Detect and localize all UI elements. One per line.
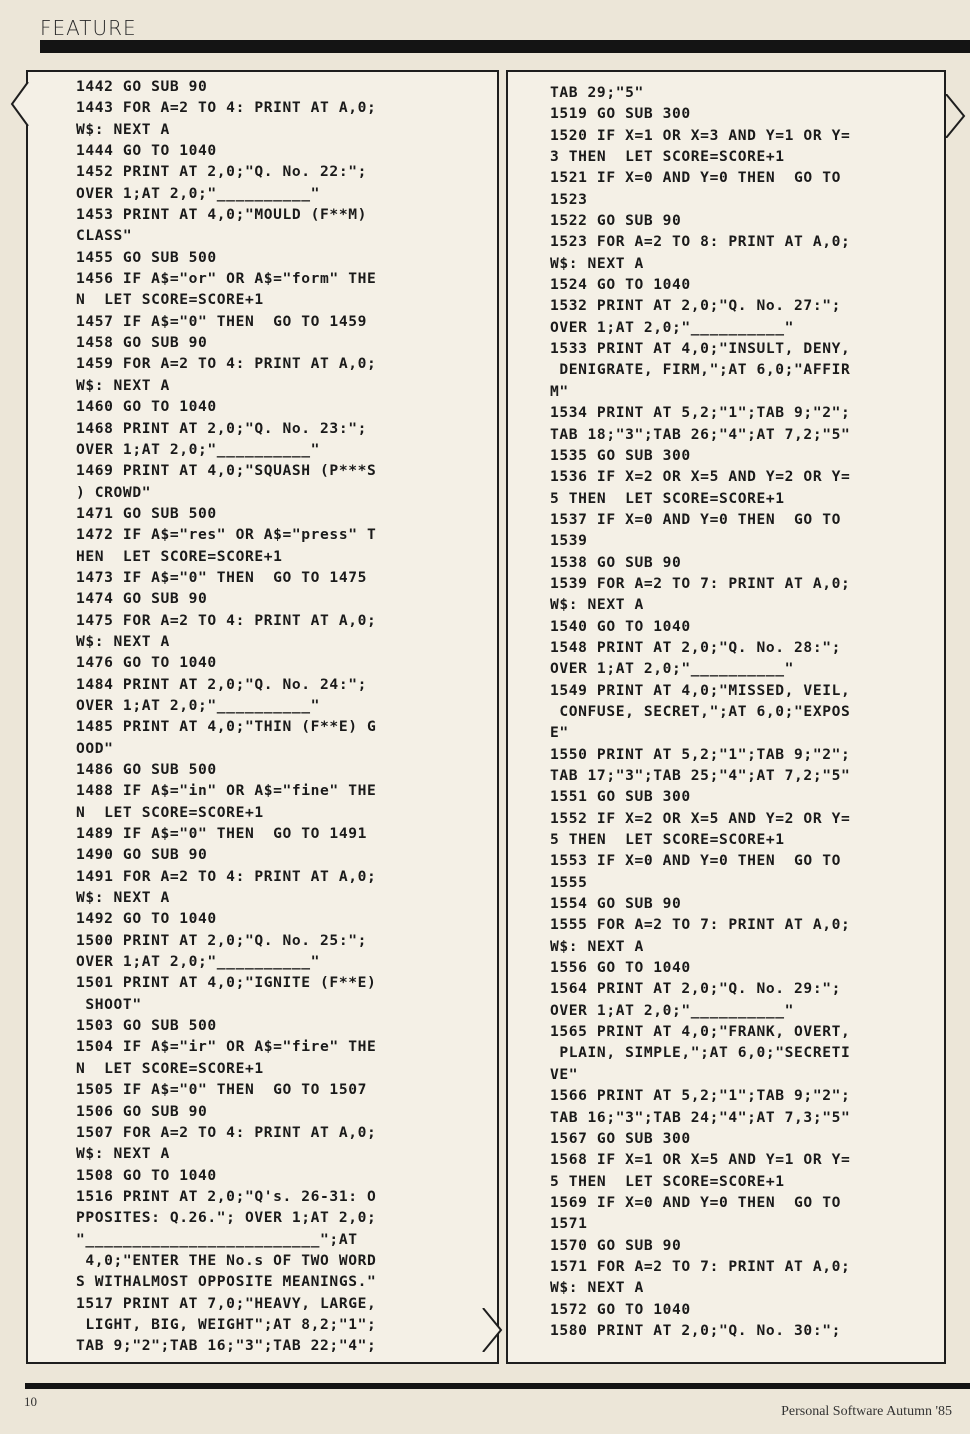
- code-line: W$: NEXT A: [76, 632, 170, 650]
- code-line: 1455 GO SUB 500: [76, 248, 217, 266]
- code-line: 1537 IF X=0 AND Y=0 THEN GO TO: [550, 510, 841, 528]
- code-line: W$: NEXT A: [76, 1145, 170, 1163]
- code-line: 1534 PRINT AT 5,2;"1";TAB 9;"2";: [550, 404, 851, 422]
- code-line: DENIGRATE, FIRM,";AT 6,0;"AFFIR: [550, 361, 851, 379]
- code-line: 1556 GO TO 1040: [550, 959, 691, 977]
- code-line: 1555 FOR A=2 TO 7: PRINT AT A,0;: [550, 916, 851, 934]
- code-line: 1503 GO SUB 500: [76, 1017, 217, 1035]
- code-line: 1504 IF A$="ir" OR A$="fire" THE: [76, 1038, 377, 1056]
- code-line: 1469 PRINT AT 4,0;"SQUASH (P***S: [76, 462, 377, 480]
- code-line: 1540 GO TO 1040: [550, 617, 691, 635]
- code-line: 1580 PRINT AT 2,0;"Q. No. 30:";: [550, 1321, 841, 1339]
- code-line: TAB 29;"5": [550, 84, 644, 101]
- code-listing-right: [508, 72, 944, 1341]
- code-line: W$: NEXT A: [550, 596, 644, 614]
- code-line: 1571 FOR A=2 TO 7: PRINT AT A,0;: [550, 1257, 851, 1275]
- code-line: 1459 FOR A=2 TO 4: PRINT AT A,0;: [76, 355, 377, 373]
- code-line: 1443 FOR A=2 TO 4: PRINT AT A,0;: [76, 99, 377, 117]
- code-line: 1456 IF A$="or" OR A$="form" THE: [76, 270, 377, 288]
- code-line: OVER 1;AT 2,0;"__________": [76, 184, 321, 202]
- code-line: 1550 PRINT AT 5,2;"1";TAB 9;"2";: [550, 745, 851, 763]
- code-line: 5 THEN LET SCORE=SCORE+1: [550, 1172, 785, 1190]
- code-line: 1572 GO TO 1040: [550, 1300, 691, 1318]
- code-line: E": [550, 724, 569, 742]
- code-line: 1491 FOR A=2 TO 4: PRINT AT A,0;: [76, 867, 377, 885]
- code-line: M": [550, 382, 569, 400]
- code-line: 1507 FOR A=2 TO 4: PRINT AT A,0;: [76, 1123, 377, 1141]
- code-line: 1474 GO SUB 90: [76, 590, 208, 608]
- code-line: CONFUSE, SECRET,";AT 6,0;"EXPOS: [550, 702, 851, 720]
- code-line: 1460 GO TO 1040: [76, 398, 217, 416]
- right-notch-icon: [481, 1308, 503, 1352]
- code-line: TAB 18;"3";TAB 26;"4";AT 7,2;"5": [550, 425, 851, 443]
- listing-panel-left: [26, 70, 499, 1364]
- code-line: 1517 PRINT AT 7,0;"HEAVY, LARGE,: [76, 1294, 377, 1312]
- code-line: W$: NEXT A: [550, 254, 644, 272]
- code-line: 1567 GO SUB 300: [550, 1129, 691, 1147]
- code-line: HEN LET SCORE=SCORE+1: [76, 547, 283, 565]
- code-line: 1508 GO TO 1040: [76, 1166, 217, 1184]
- code-line: 1548 PRINT AT 2,0;"Q. No. 28:";: [550, 638, 841, 656]
- code-line: OOD": [76, 739, 114, 757]
- code-line: 1522 GO SUB 90: [550, 212, 682, 230]
- code-line: SHOOT": [76, 995, 142, 1013]
- code-line: ) CROWD": [76, 483, 152, 501]
- page-number: 10: [24, 1394, 37, 1409]
- code-line: OVER 1;AT 2,0;"__________": [76, 696, 321, 714]
- code-line: OVER 1;AT 2,0;"__________": [550, 1001, 795, 1019]
- code-line: 1520 IF X=1 OR X=3 AND Y=1 OR Y=: [550, 126, 851, 144]
- code-line: 1523 FOR A=2 TO 8: PRINT AT A,0;: [550, 233, 851, 251]
- code-line: 1472 IF A$="res" OR A$="press" T: [76, 526, 377, 544]
- code-line: 1570 GO SUB 90: [550, 1236, 682, 1254]
- code-line: 1549 PRINT AT 4,0;"MISSED, VEIL,: [550, 681, 851, 699]
- code-line: OVER 1;AT 2,0;"__________": [550, 318, 795, 336]
- code-line: 1521 IF X=0 AND Y=0 THEN GO TO: [550, 169, 841, 187]
- code-line: TAB 17;"3";TAB 25;"4";AT 7,2;"5": [550, 767, 851, 784]
- code-line: 1468 PRINT AT 2,0;"Q. No. 23:";: [76, 419, 367, 437]
- publication-footer: Personal Software Autumn '85: [781, 1404, 952, 1419]
- code-line: 1533 PRINT AT 4,0;"INSULT, DENY,: [550, 340, 851, 358]
- code-line: LIGHT, BIG, WEIGHT";AT 8,2;"1";: [76, 1315, 377, 1333]
- code-line: 1569 IF X=0 AND Y=0 THEN GO TO: [550, 1193, 841, 1211]
- code-line: PLAIN, SIMPLE,";AT 6,0;"SECRETI: [550, 1044, 851, 1062]
- code-line: 1488 IF A$="in" OR A$="fine" THE: [76, 782, 377, 800]
- code-line: 1486 GO SUB 500: [76, 761, 217, 778]
- left-notch-icon: [10, 82, 30, 126]
- code-line: 1564 PRINT AT 2,0;"Q. No. 29:";: [550, 980, 841, 998]
- right-edge-notch-icon: [944, 94, 966, 138]
- code-line: TAB 9;"2";TAB 16;"3";TAB 22;"4";: [76, 1337, 377, 1355]
- listing-panel-right: [506, 70, 946, 1364]
- code-line: N LET SCORE=SCORE+1: [76, 291, 264, 309]
- code-line: 1484 PRINT AT 2,0;"Q. No. 24:";: [76, 675, 367, 693]
- code-line: 1492 GO TO 1040: [76, 910, 217, 928]
- code-line: 1475 FOR A=2 TO 4: PRINT AT A,0;: [76, 611, 377, 629]
- code-line: 1471 GO SUB 500: [76, 504, 217, 522]
- code-line: "_________________________";AT: [76, 1230, 358, 1248]
- code-line: 1555: [550, 873, 588, 891]
- code-line: 1442 GO SUB 90: [76, 78, 208, 95]
- code-line: 1489 IF A$="0" THEN GO TO 1491: [76, 825, 367, 843]
- code-line: 1505 IF A$="0" THEN GO TO 1507: [76, 1081, 367, 1099]
- section-label: FEATURE: [40, 16, 137, 40]
- code-line: S WITHALMOST OPPOSITE MEANINGS.": [76, 1273, 377, 1291]
- code-line: 1519 GO SUB 300: [550, 105, 691, 123]
- code-line: 1535 GO SUB 300: [550, 446, 691, 464]
- code-line: 1457 IF A$="0" THEN GO TO 1459: [76, 312, 367, 330]
- code-line: OVER 1;AT 2,0;"__________": [550, 660, 795, 678]
- code-line: 1501 PRINT AT 4,0;"IGNITE (F**E): [76, 974, 377, 992]
- code-line: 1485 PRINT AT 4,0;"THIN (F**E) G: [76, 718, 377, 736]
- code-line: 1538 GO SUB 90: [550, 553, 682, 571]
- code-line: 1554 GO SUB 90: [550, 895, 682, 913]
- code-line: 1444 GO TO 1040: [76, 142, 217, 160]
- code-line: 1516 PRINT AT 2,0;"Q's. 26-31: O: [76, 1187, 377, 1205]
- code-line: 1571: [550, 1215, 588, 1233]
- code-line: 1524 GO TO 1040: [550, 276, 691, 294]
- code-line: 1551 GO SUB 300: [550, 788, 691, 806]
- code-line: 1458 GO SUB 90: [76, 334, 208, 352]
- code-line: 1552 IF X=2 OR X=5 AND Y=2 OR Y=: [550, 809, 851, 827]
- code-line: CLASS": [76, 227, 133, 245]
- code-line: OVER 1;AT 2,0;"__________": [76, 953, 321, 971]
- code-line: 1536 IF X=2 OR X=5 AND Y=2 OR Y=: [550, 468, 851, 486]
- code-line: 1553 IF X=0 AND Y=0 THEN GO TO: [550, 852, 841, 870]
- code-line: W$: NEXT A: [550, 937, 644, 955]
- code-line: 1452 PRINT AT 2,0;"Q. No. 22:";: [76, 163, 367, 181]
- code-line: 5 THEN LET SCORE=SCORE+1: [550, 831, 785, 849]
- code-line: OVER 1;AT 2,0;"__________": [76, 440, 321, 458]
- code-line: VE": [550, 1065, 579, 1083]
- code-line: N LET SCORE=SCORE+1: [76, 803, 264, 821]
- code-line: 5 THEN LET SCORE=SCORE+1: [550, 489, 785, 507]
- code-line: 1539 FOR A=2 TO 7: PRINT AT A,0;: [550, 574, 851, 592]
- code-line: W$: NEXT A: [76, 376, 170, 394]
- code-line: 1490 GO SUB 90: [76, 846, 208, 864]
- code-line: W$: NEXT A: [550, 1279, 644, 1297]
- code-line: W$: NEXT A: [76, 889, 170, 907]
- code-line: 1476 GO TO 1040: [76, 654, 217, 672]
- code-line: 1532 PRINT AT 2,0;"Q. No. 27:";: [550, 297, 841, 315]
- code-line: PPOSITES: Q.26."; OVER 1;AT 2,0;: [76, 1209, 377, 1227]
- code-line: W$: NEXT A: [76, 120, 170, 138]
- code-line: 1566 PRINT AT 5,2;"1";TAB 9;"2";: [550, 1087, 851, 1105]
- code-listing-left: [28, 72, 497, 1357]
- code-line: N LET SCORE=SCORE+1: [76, 1059, 264, 1077]
- code-line: 1506 GO SUB 90: [76, 1102, 208, 1120]
- code-line: 1473 IF A$="0" THEN GO TO 1475: [76, 568, 367, 586]
- code-line: 1453 PRINT AT 4,0;"MOULD (F**M): [76, 206, 367, 224]
- code-line: 3 THEN LET SCORE=SCORE+1: [550, 148, 785, 166]
- code-line: 1500 PRINT AT 2,0;"Q. No. 25:";: [76, 931, 367, 949]
- code-line: 1565 PRINT AT 4,0;"FRANK, OVERT,: [550, 1023, 851, 1041]
- top-rule: [40, 40, 970, 53]
- code-line: 4,0;"ENTER THE No.s OF TWO WORD: [76, 1251, 377, 1269]
- code-line: 1523: [550, 190, 588, 208]
- code-line: TAB 16;"3";TAB 24;"4";AT 7,3;"5": [550, 1108, 851, 1126]
- bottom-rule: [25, 1383, 970, 1389]
- code-line: 1539: [550, 532, 588, 550]
- code-line: 1568 IF X=1 OR X=5 AND Y=1 OR Y=: [550, 1151, 851, 1169]
